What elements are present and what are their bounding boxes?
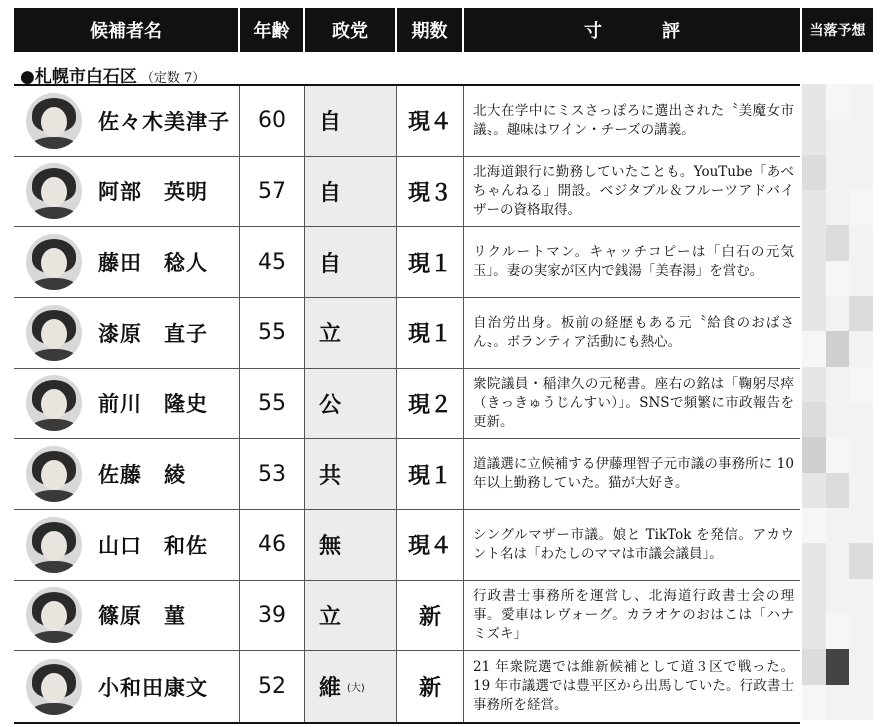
candidate-comment: 行政書士事務所を運営し、北海道行政書士会の理事。愛車はレヴォーグ。カラオケのおはこは「ハナミズキ」 [473, 587, 794, 642]
prediction-column-mosaic [802, 84, 873, 720]
party-cell [305, 298, 397, 368]
candidate-photo [26, 517, 82, 573]
candidate-party: 立 [319, 322, 342, 348]
candidate-term: 現３ [397, 157, 464, 227]
candidate-age: 60 [240, 86, 305, 156]
candidate-photo [26, 375, 82, 431]
candidate-party: 公 [319, 392, 342, 418]
name-cell [14, 157, 240, 227]
name-cell [14, 581, 240, 651]
name-cell [14, 298, 240, 368]
district-name: ●札幌市白石区 [20, 67, 137, 87]
candidate-comment: 道議選に立候補する伊藤理智子元市議の事務所に 10 年以上勤務していた。猫が大好き。 [473, 456, 794, 492]
candidate-term: 現４ [397, 510, 464, 580]
candidate-name: 小和田康文 [98, 675, 208, 700]
candidate-comment: 自治労出身。板前の経歴もある元〝給食のおばさん〟。ボランティア活動にも熱心。 [473, 314, 794, 350]
candidate-name: 漆原 直子 [98, 321, 208, 346]
candidate-photo [26, 234, 82, 290]
candidate-age: 52 [240, 651, 305, 722]
candidate-row [14, 510, 800, 581]
candidate-row [14, 439, 800, 510]
district-seat-count: （定数 7） [140, 71, 206, 86]
party-cell [305, 439, 397, 509]
candidate-photo [26, 305, 82, 361]
candidate-term: 現１ [397, 439, 464, 509]
candidate-photo [26, 659, 82, 715]
candidate-name: 山口 和佐 [98, 533, 208, 558]
candidate-comment: リクルートマン。キャッチコピーは「白石の元気玉」。妻の実家が区内で銭湯「美春湯」を営む。 [473, 244, 794, 280]
candidate-photo [26, 587, 82, 643]
candidate-age: 55 [240, 298, 305, 368]
candidate-age: 53 [240, 439, 305, 509]
party-cell [305, 157, 397, 227]
candidate-party: 維 [319, 676, 342, 702]
party-cell [305, 651, 397, 722]
name-cell [14, 651, 240, 722]
candidate-term: 新 [397, 581, 464, 651]
candidate-photo [26, 163, 82, 219]
name-cell [14, 510, 240, 580]
candidate-comment: 北海道銀行に勤務していたことも。YouTube「あべちゃんねる」開設。ベジタブル＆フルーツアドバイザーの資格取得。 [473, 163, 794, 218]
candidate-row [14, 581, 800, 652]
header-comment: 寸評 [464, 8, 802, 52]
party-cell [305, 510, 397, 580]
candidate-row [14, 86, 800, 157]
candidate-name: 篠原 菫 [98, 604, 186, 629]
candidate-term: 新 [397, 651, 464, 722]
candidate-comment: シングルマザー市議。娘と TikTok を発信。アカウント名は「わたしのママは市議会議員」。 [473, 526, 794, 562]
candidate-age: 57 [240, 157, 305, 227]
candidate-comment: 21 年衆院選では維新候補として道３区で戦った。19 年市議選では豊平区から出馬していた。行政書士事務所を経営。 [473, 659, 794, 714]
candidate-party: 自 [319, 110, 342, 136]
candidate-name: 佐々木美津子 [98, 109, 230, 134]
candidate-term: 現１ [397, 298, 464, 368]
party-cell [305, 369, 397, 439]
name-cell [14, 439, 240, 509]
candidate-row [14, 298, 800, 369]
candidate-party: 自 [319, 180, 342, 206]
header-prediction: 当落予想 [802, 8, 873, 52]
candidate-row [14, 651, 800, 722]
candidate-table [14, 84, 800, 724]
party-cell [305, 86, 397, 156]
name-cell [14, 369, 240, 439]
header-name: 候補者名 [14, 8, 240, 52]
candidate-age: 39 [240, 581, 305, 651]
name-cell [14, 227, 240, 297]
candidate-party: 共 [319, 463, 342, 489]
party-cell [305, 227, 397, 297]
candidate-photo [26, 446, 82, 502]
candidate-name: 佐藤 綾 [98, 463, 186, 488]
candidate-term: 現４ [397, 86, 464, 156]
candidate-party: 無 [319, 534, 342, 560]
name-cell [14, 86, 240, 156]
header-term: 期数 [397, 8, 464, 52]
header-age: 年齢 [240, 8, 305, 52]
header-party: 政党 [305, 8, 397, 52]
candidate-age: 46 [240, 510, 305, 580]
candidate-name: 阿部 英明 [98, 180, 208, 205]
table-header [14, 8, 873, 52]
candidate-term: 現１ [397, 227, 464, 297]
candidate-row [14, 369, 800, 440]
candidate-name: 前川 隆史 [98, 392, 208, 417]
candidate-comment: 北大在学中にミスさっぽろに選出された〝美魔女市議〟。趣味はワイン・チーズの講義。 [473, 102, 794, 138]
candidate-age: 45 [240, 227, 305, 297]
candidate-term: 現２ [397, 369, 464, 439]
candidate-row [14, 227, 800, 298]
candidate-party-note: (大) [347, 683, 365, 695]
candidate-age: 55 [240, 369, 305, 439]
candidate-row [14, 157, 800, 228]
candidate-name: 藤田 稔人 [98, 251, 208, 276]
candidate-party: 立 [319, 604, 342, 630]
candidate-party: 自 [319, 251, 342, 277]
candidate-photo [26, 93, 82, 149]
party-cell [305, 581, 397, 651]
candidate-comment: 衆院議員・稲津久の元秘書。座右の銘は「鞠躬尽瘁（きっきゅうじんすい）」。SNSで頻繁に市政報告を更新。 [473, 375, 794, 430]
